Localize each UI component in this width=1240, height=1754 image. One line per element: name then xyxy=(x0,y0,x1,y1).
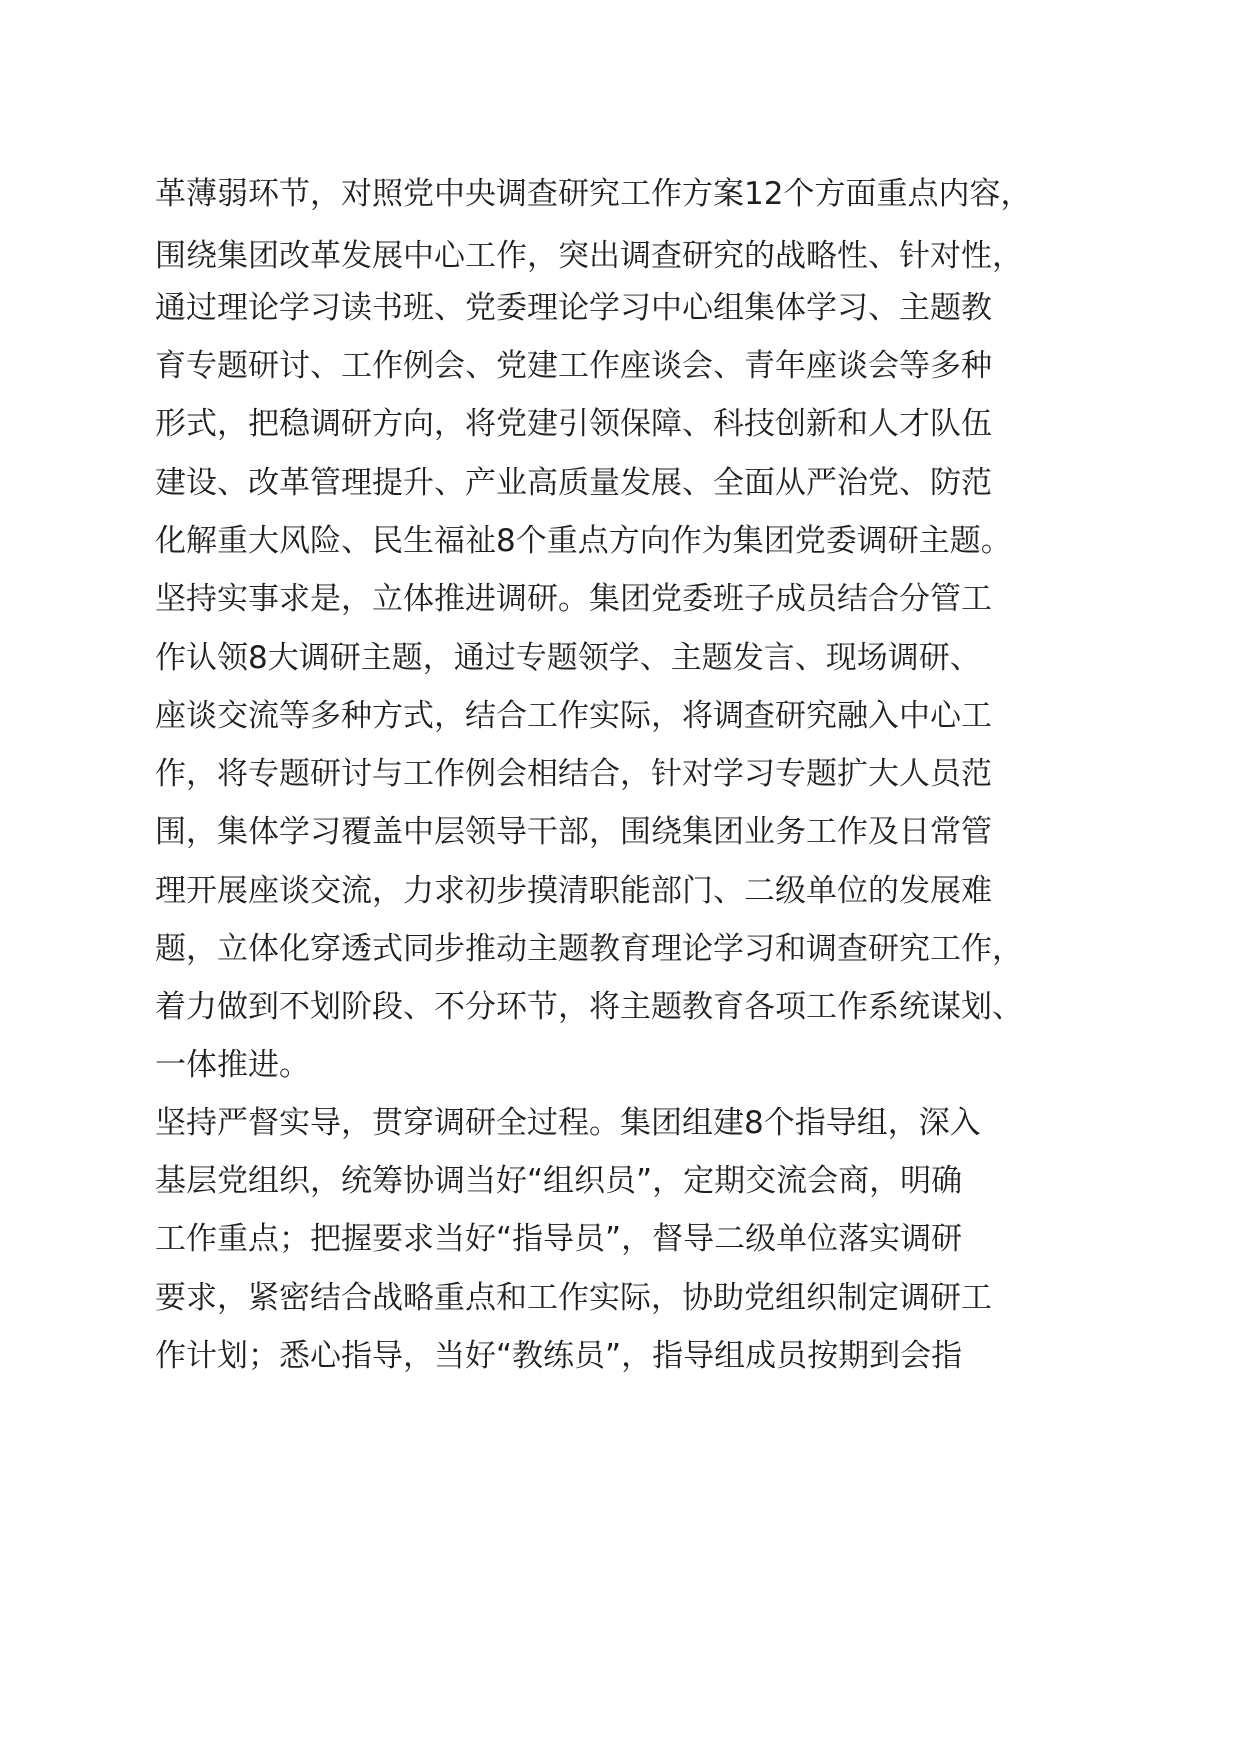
text-line: 题，立体化穿透式同步推动主题教育理论学习和调查研究工作， xyxy=(155,931,1023,967)
text-line: 化解重大风险、民生福祉8个重点方向作为集团党委调研主题。 xyxy=(155,523,1012,559)
text-line: 座谈交流等多种方式，结合工作实际，将调查研究融入中心工 xyxy=(155,698,992,734)
text-line: 革薄弱环节，对照党中央调查研究工作方案12个方面重点内容， xyxy=(155,176,1032,212)
text-line: 形式，把稳调研方向，将党建引领保障、科技创新和人才队伍 xyxy=(155,406,992,442)
text-line: 作认领8大调研主题，通过专题领学、主题发言、现场调研、 xyxy=(155,640,981,676)
text-line: 建设、改革管理提升、产业高质量发展、全面从严治党、防范 xyxy=(155,465,992,501)
text-line: 育专题研讨、工作例会、党建工作座谈会、青年座谈会等多种 xyxy=(155,348,992,384)
text-line: 坚持实事求是，立体推进调研。集团党委班子成员结合分管工 xyxy=(155,581,992,617)
text-line: 坚持严督实导，贯穿调研全过程。集团组建8个指导组，深入 xyxy=(155,1105,981,1141)
text-line: 着力做到不划阶段、不分环节，将主题教育各项工作系统谋划、 xyxy=(155,989,1023,1025)
text-line: 基层党组织，统筹协调当好“组织员”，定期交流会商，明确 xyxy=(155,1163,963,1199)
text-line: 理开展座谈交流，力求初步摸清职能部门、二级单位的发展难 xyxy=(155,873,992,909)
text-line: 作，将专题研讨与工作例会相结合，针对学习专题扩大人员范 xyxy=(155,756,992,792)
text-line: 一体推进。 xyxy=(155,1047,310,1083)
text-line: 工作重点；把握要求当好“指导员”，督导二级单位落实调研 xyxy=(155,1221,963,1257)
text-line: 围绕集团改革发展中心工作，突出调查研究的战略性、针对性， xyxy=(155,238,1023,274)
text-line: 围，集体学习覆盖中层领导干部，围绕集团业务工作及日常管 xyxy=(155,814,992,850)
text-line: 要求，紧密结合战略重点和工作实际，协助党组织制定调研工 xyxy=(155,1280,992,1316)
text-line: 通过理论学习读书班、党委理论学习中心组集体学习、主题教 xyxy=(155,290,992,326)
text-line: 作计划；悉心指导，当好“教练员”，指导组成员按期到会指 xyxy=(155,1338,963,1374)
